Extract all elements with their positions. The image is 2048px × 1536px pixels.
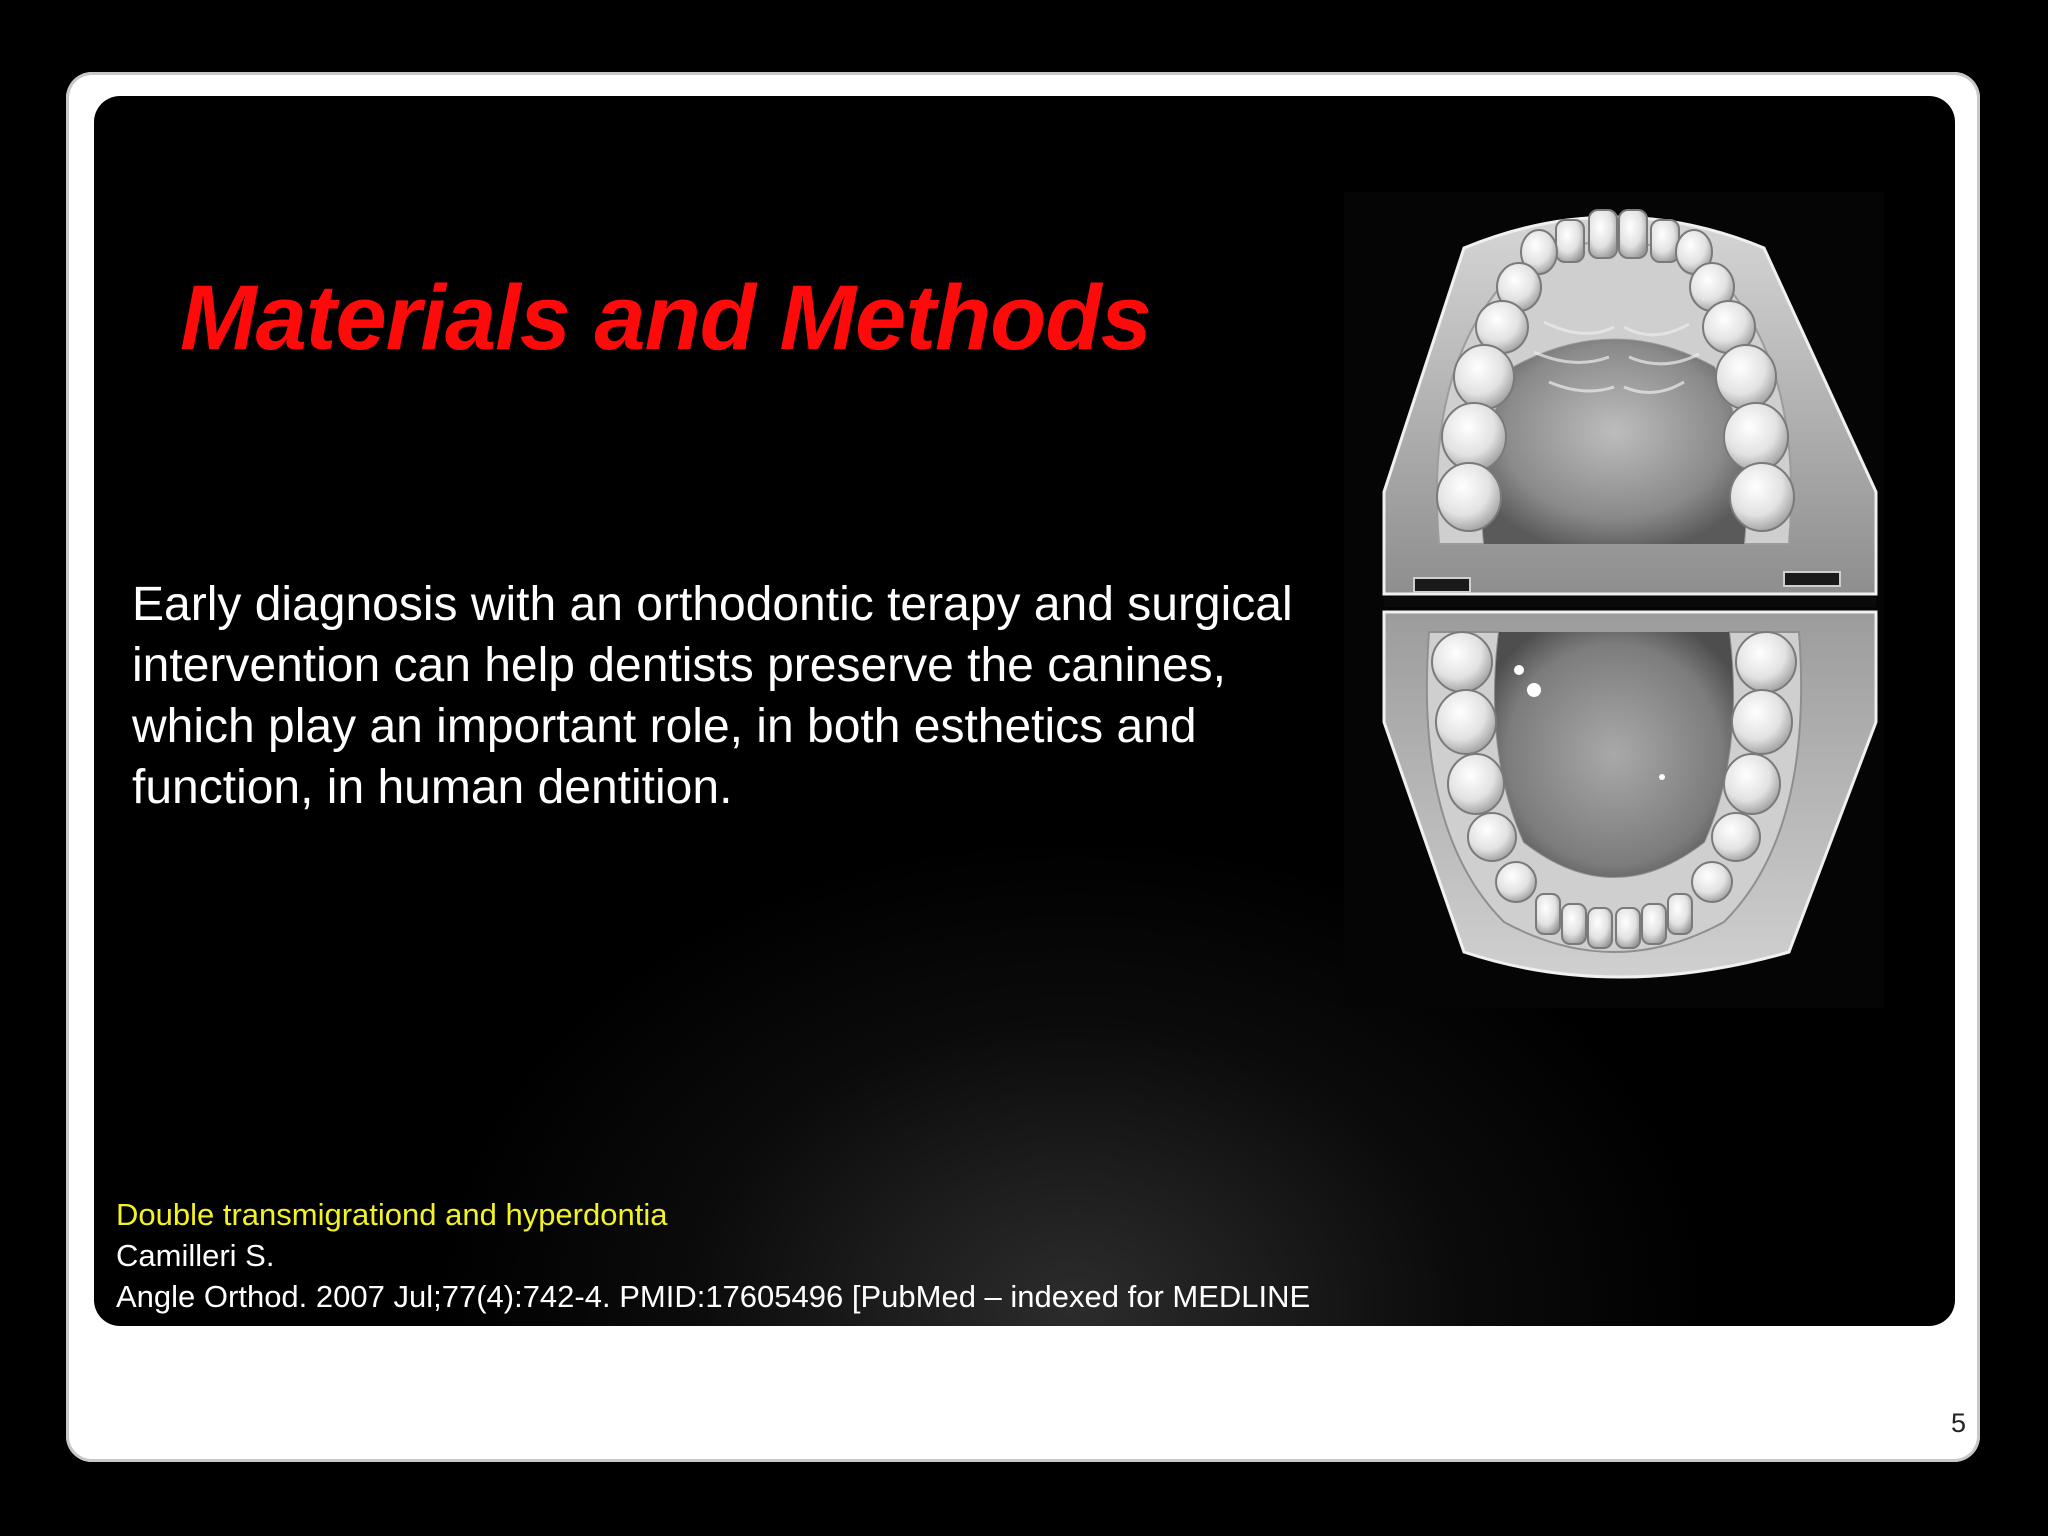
citation-title: Double transmigrationd and hyperdontia [116,1197,668,1232]
slide-content-panel [94,96,1955,1326]
slide-title: Materials and Methods [180,267,1151,369]
dental-cast-image [1344,192,1884,1008]
cast-divider [1384,597,1876,607]
upper-palate-vault [1482,340,1746,545]
citation-block [116,1194,1310,1317]
citation-reference: Angle Orthod. 2007 Jul;77(4):742-4. PMID:17605496 [PubMed – indexed for MEDLINE [116,1279,1311,1314]
page-number: 5 [1950,1408,1966,1438]
dental-cast-illustration [1344,192,1884,1008]
citation-author: Camilleri S. [116,1238,275,1273]
lower-tongue-space [1495,632,1733,877]
slide-body-text: Early diagnosis with an orthodontic terapy and surgical intervention can help dentists preserve the canines, which play an important role, in both esthetics and function, in human dentition. [132,578,1293,814]
